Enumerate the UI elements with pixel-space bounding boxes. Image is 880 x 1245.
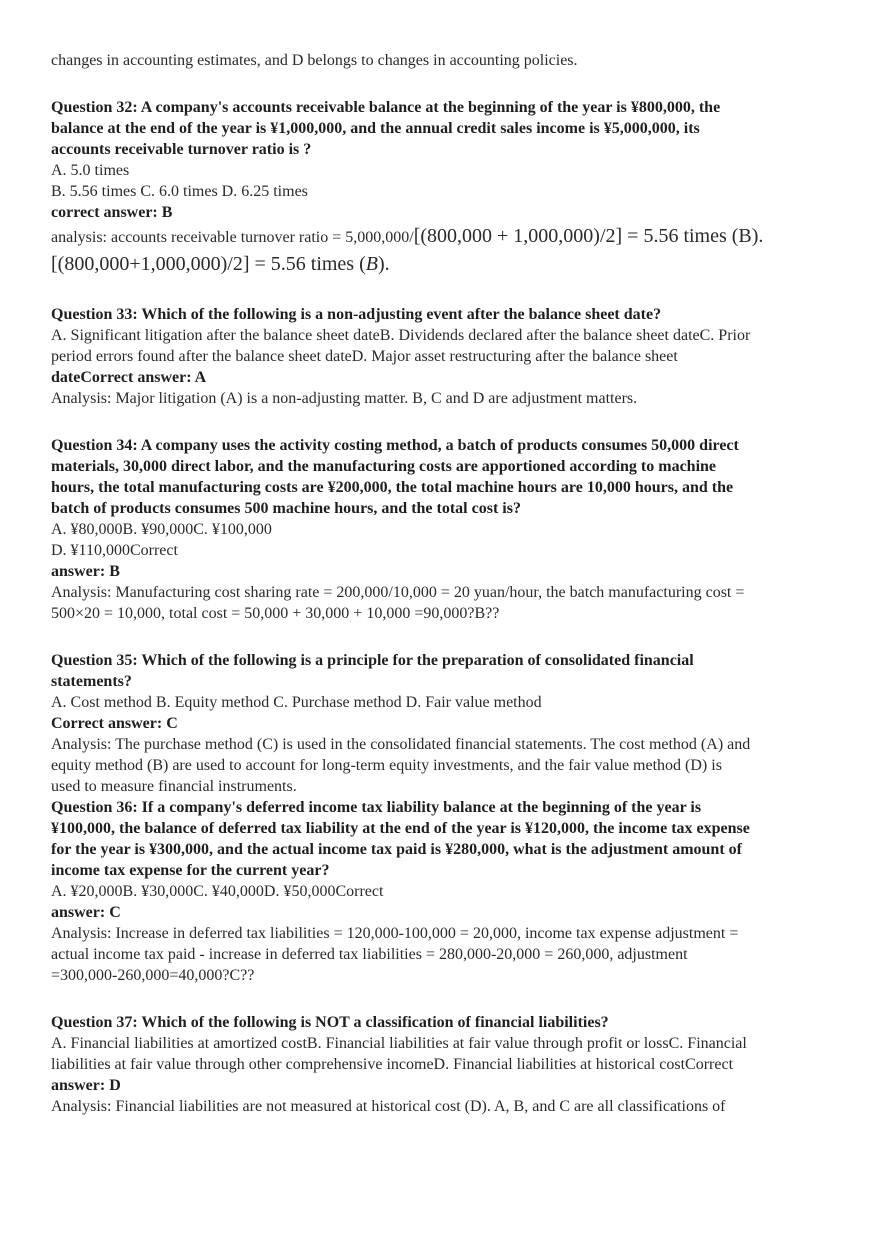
analysis-formula: [(800,000 + 1,000,000)/2] = 5.56 times (B). (413, 225, 764, 247)
intro-text: changes in accounting estimates, and D belongs to changes in accounting policies. (51, 52, 578, 69)
analysis-line: actual income tax paid - increase in deferred tax liabilities = 280,000-20,000 = 260,000, adjustment (51, 946, 688, 963)
question-34 (51, 435, 841, 624)
analysis-line (51, 223, 841, 251)
question-text: Question 32: A company's accounts receivable balance at the beginning of the year is ¥800,000, the (51, 99, 721, 116)
answer-line: Correct answer: C (51, 715, 178, 732)
question-text: Question 36: If a company's deferred income tax liability balance at the beginning of the year is (51, 799, 702, 816)
question-text: for the year is ¥300,000, and the actual income tax paid is ¥280,000, what is the adjustment amount of (51, 841, 742, 858)
answer-line: answer: B (51, 563, 120, 580)
analysis-line: 500×20 = 10,000, total cost = 50,000 + 30,000 + 10,000 =90,000?B?? (51, 605, 500, 622)
option-line: liabilities at fair value through other comprehensive incomeD. Financial liabilities at historical costCorrect (51, 1056, 734, 1073)
question-32 (51, 97, 841, 278)
option-line: A. Cost method B. Equity method C. Purchase method D. Fair value method (51, 694, 542, 711)
answer-line: answer: D (51, 1077, 121, 1094)
question-text: accounts receivable turnover ratio is ? (51, 141, 312, 158)
math-part: ). (377, 253, 390, 275)
answer-line: answer: C (51, 904, 121, 921)
question-text: Question 34: A company uses the activity costing method, a batch of products consumes 50,000 direct (51, 437, 739, 454)
question-text: Question 33: Which of the following is a non-adjusting event after the balance sheet date? (51, 306, 662, 323)
option-line: A. 5.0 times (51, 162, 130, 179)
question-text: ¥100,000, the balance of deferred tax liability at the end of the year is ¥120,000, the income tax expense (51, 820, 750, 837)
question-text: Question 35: Which of the following is a principle for the preparation of consolidated financial (51, 652, 694, 669)
analysis-line: equity method (B) are used to account for long-term equity investments, and the fair value method (D) is (51, 757, 722, 774)
answer-line: correct answer: B (51, 204, 173, 221)
analysis-line: used to measure financial instruments. (51, 778, 297, 795)
question-36 (51, 797, 841, 986)
question-text: Question 37: Which of the following is NOT a classification of financial liabilities? (51, 1014, 609, 1031)
question-text: batch of products consumes 500 machine hours, and the total cost is? (51, 500, 521, 517)
question-text: income tax expense for the current year? (51, 862, 330, 879)
question-text: balance at the end of the year is ¥1,000,000, and the annual credit sales income is ¥5,000,000, its (51, 120, 700, 137)
analysis-line: Analysis: Increase in deferred tax liabilities = 120,000-100,000 = 20,000, income tax expense adjustment = (51, 925, 739, 942)
analysis-line: Analysis: Major litigation (A) is a non-adjusting matter. B, C and D are adjustment matters. (51, 390, 638, 407)
math-part: [(800,000+1,000,000)/2] = 5.56 times ( (51, 253, 366, 275)
document-page (51, 50, 841, 1117)
analysis-line: =300,000-260,000=40,000?C?? (51, 967, 255, 984)
option-line: D. ¥110,000Correct (51, 542, 178, 559)
option-line: A. Significant litigation after the balance sheet dateB. Dividends declared after the balance sheet dateC. Prior (51, 327, 751, 344)
question-text: materials, 30,000 direct labor, and the manufacturing costs are apportioned according to machine (51, 458, 717, 475)
math-formula-line (51, 251, 841, 278)
option-line: A. ¥20,000B. ¥30,000C. ¥40,000D. ¥50,000Correct (51, 883, 384, 900)
answer-line: dateCorrect answer: A (51, 369, 207, 386)
analysis-line: Analysis: Financial liabilities are not measured at historical cost (D). A, B, and C are all classifications of (51, 1098, 726, 1115)
option-line: A. Financial liabilities at amortized costB. Financial liabilities at fair value through profit or lossC. Financial (51, 1035, 747, 1052)
question-37 (51, 1012, 841, 1117)
question-33 (51, 304, 841, 409)
question-35 (51, 650, 841, 797)
option-line: A. ¥80,000B. ¥90,000C. ¥100,000 (51, 521, 272, 538)
math-variable: B (365, 253, 378, 275)
question-text: statements? (51, 673, 132, 690)
analysis-prefix: analysis: accounts receivable turnover ratio = 5,000,000/ (51, 229, 414, 246)
option-line: period errors found after the balance sheet dateD. Major asset restructuring after the balance sheet (51, 348, 678, 365)
analysis-line: Analysis: The purchase method (C) is used in the consolidated financial statements. The cost method (A) and (51, 736, 751, 753)
analysis-line: Analysis: Manufacturing cost sharing rate = 200,000/10,000 = 20 yuan/hour, the batch manufacturing cost = (51, 584, 745, 601)
question-text: hours, the total manufacturing costs are ¥200,000, the total machine hours are 10,000 hours, and the (51, 479, 734, 496)
option-line: B. 5.56 times C. 6.0 times D. 6.25 times (51, 183, 308, 200)
